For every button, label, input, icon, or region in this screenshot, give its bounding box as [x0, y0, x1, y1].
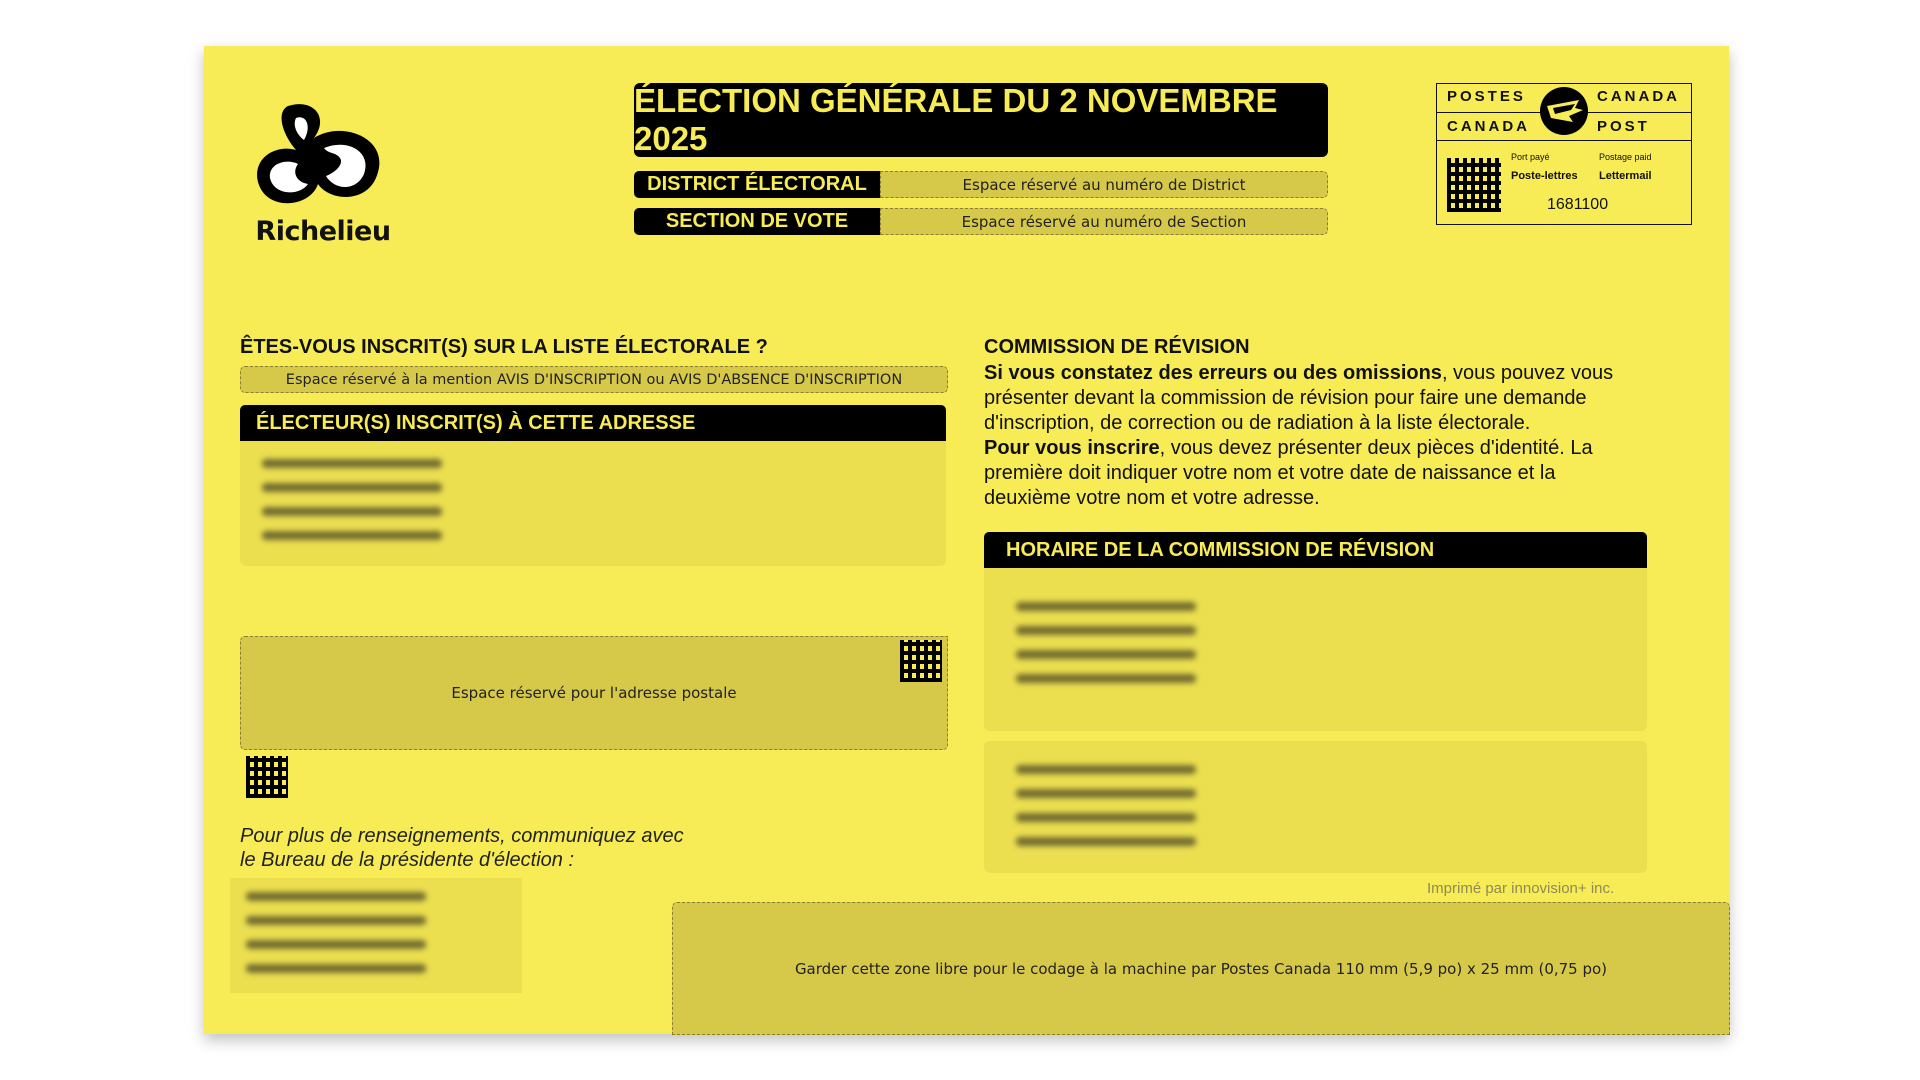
- commission-paragraph-2: [984, 436, 1644, 511]
- small-barcode-icon: [246, 756, 288, 798]
- port-paye-text: Port payé: [1511, 152, 1550, 162]
- info-line-1: Pour plus de renseignements, communiquez avec: [240, 825, 684, 847]
- schedule-block-2: [984, 741, 1647, 873]
- lettermail-text: Lettermail: [1599, 170, 1652, 182]
- poste-lettres-text: Poste-lettres: [1511, 170, 1578, 182]
- electors-list: [240, 441, 946, 566]
- canada-text-top: CANADA: [1597, 88, 1680, 105]
- machine-coding-zone: Garder cette zone libre pour le codage à la machine par Postes Canada 110 mm (5,9 po) x 25 mm (0,75 po): [672, 902, 1730, 1035]
- voter-notice-card: [204, 46, 1729, 1034]
- printer-credit: Imprimé par innovision+ inc.: [1427, 880, 1615, 897]
- postal-address-field: Espace réservé pour l'adresse postale: [240, 636, 948, 750]
- district-label: DISTRICT ÉLECTORAL: [634, 171, 880, 198]
- info-line-2: le Bureau de la présidente d'élection :: [240, 849, 575, 871]
- canada-text-bottom: CANADA: [1447, 118, 1530, 135]
- postes-text: POSTES: [1447, 88, 1526, 105]
- p2-bold: Pour vous inscrire: [984, 437, 1160, 459]
- schedule-heading: HORAIRE DE LA COMMISSION DE RÉVISION: [984, 532, 1647, 568]
- p1-bold: Si vous constatez des erreurs ou des omissions: [984, 362, 1442, 384]
- registration-question: ÊTES-VOUS INSCRIT(S) SUR LA LISTE ÉLECTORALE ?: [240, 336, 768, 358]
- election-title: ÉLECTION GÉNÉRALE DU 2 NOVEMBRE 2025: [634, 83, 1328, 157]
- indicia-number: 1681100: [1547, 196, 1609, 213]
- district-field: Espace réservé au numéro de District: [880, 171, 1328, 198]
- postage-indicia: [1436, 83, 1692, 225]
- canada-post-icon: [1539, 86, 1589, 136]
- section-label: SECTION DE VOTE: [634, 208, 880, 235]
- section-field: Espace réservé au numéro de Section: [880, 208, 1328, 235]
- logo-wordmark: Richelieu: [255, 216, 391, 247]
- richelieu-logo-icon: [252, 98, 394, 216]
- commission-title: COMMISSION DE RÉVISION: [984, 336, 1250, 358]
- commission-paragraph-1: [984, 361, 1644, 436]
- postage-paid-text: Postage paid: [1599, 152, 1652, 162]
- schedule-block-1: [984, 568, 1647, 731]
- address-barcode-icon: [900, 640, 942, 682]
- p1-rest: , vous pouvez vous présenter devant la commission de révision pour faire une demande d'inscription, de correction ou de radiation à la liste électorale.: [984, 362, 1614, 434]
- post-text: POST: [1597, 118, 1650, 135]
- p2-rest: , vous devez présenter deux pièces d'identité. La première doit indiquer votre nom et votre date de naissance et la deuxième votre nom et votre adresse.: [984, 437, 1593, 509]
- indicia-barcode-icon: [1447, 158, 1501, 212]
- mention-field: Espace réservé à la mention AVIS D'INSCRIPTION ou AVIS D'ABSENCE D'INSCRIPTION: [240, 366, 948, 393]
- electors-heading: ÉLECTEUR(S) INSCRIT(S) À CETTE ADRESSE: [240, 405, 946, 441]
- returning-office-contact: [230, 878, 522, 993]
